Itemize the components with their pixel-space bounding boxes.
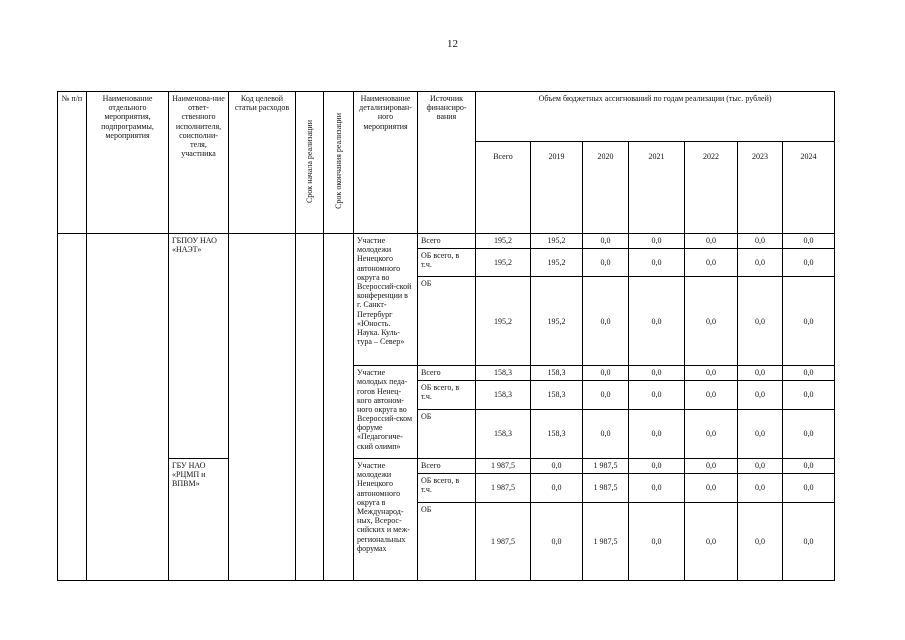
header-total: Всего <box>476 142 531 234</box>
value-cell: 158,3 <box>476 366 531 381</box>
value-cell: 0,0 <box>629 473 685 502</box>
value-cell: 0,0 <box>738 459 783 474</box>
value-cell: 0,0 <box>738 502 783 580</box>
value-cell: 158,3 <box>531 366 583 381</box>
value-cell: 1 987,5 <box>476 502 531 580</box>
source-cell: Всего <box>418 234 476 249</box>
value-cell: 195,2 <box>531 277 583 366</box>
value-cell: 1 987,5 <box>583 473 629 502</box>
header-executor: Наименова-ние ответ-ственного исполнителя, соисполни-теля, участника <box>169 92 229 234</box>
header-year: 2019 <box>531 142 583 234</box>
executor-cell: ГБУ НАО «РЦМП и ВПВМ» <box>169 459 229 581</box>
header-end-term: Срок окончания реализации <box>324 92 354 234</box>
header-activity: Наименование отдельного мероприятия, подпрограммы, мероприятия <box>87 92 169 234</box>
value-cell: 0,0 <box>629 248 685 277</box>
header-funding-source: Источник финансиро-вания <box>418 92 476 234</box>
value-cell: 0,0 <box>783 409 835 458</box>
value-cell: 195,2 <box>476 234 531 249</box>
detailed-activity-cell: Участие молодежи Ненецкого автономного округа во Всероссий-ской конференции в г. Санкт-Петербург «Юность. Наука. Куль-тура – Север» <box>354 234 418 366</box>
page-number: 12 <box>447 38 458 50</box>
source-cell: ОБ <box>418 502 476 580</box>
value-cell: 0,0 <box>685 380 738 409</box>
source-cell: ОБ всего, в т.ч. <box>418 248 476 277</box>
value-cell: 0,0 <box>783 502 835 580</box>
value-cell: 0,0 <box>629 459 685 474</box>
value-cell: 158,3 <box>531 409 583 458</box>
value-cell: 158,3 <box>476 409 531 458</box>
cell-start-term <box>296 234 324 581</box>
value-cell: 0,0 <box>685 234 738 249</box>
value-cell: 0,0 <box>685 409 738 458</box>
value-cell: 0,0 <box>685 459 738 474</box>
cell-no <box>58 234 87 581</box>
header-year: 2022 <box>685 142 738 234</box>
value-cell: 1 987,5 <box>476 473 531 502</box>
value-cell: 0,0 <box>531 459 583 474</box>
value-cell: 0,0 <box>783 277 835 366</box>
value-cell: 0,0 <box>583 248 629 277</box>
value-cell: 0,0 <box>783 380 835 409</box>
source-cell: ОБ <box>418 277 476 366</box>
value-cell: 1 987,5 <box>476 459 531 474</box>
cell-end-term <box>324 234 354 581</box>
header-start-term: Срок начала реализации <box>296 92 324 234</box>
table-row <box>58 459 835 474</box>
table-row <box>58 234 835 249</box>
value-cell: 0,0 <box>783 366 835 381</box>
value-cell: 1 987,5 <box>583 502 629 580</box>
source-cell: ОБ всего, в т.ч. <box>418 473 476 502</box>
value-cell: 1 987,5 <box>583 459 629 474</box>
value-cell: 0,0 <box>629 277 685 366</box>
value-cell: 0,0 <box>629 234 685 249</box>
value-cell: 0,0 <box>583 409 629 458</box>
header-year: 2024 <box>783 142 835 234</box>
header-year: 2020 <box>583 142 629 234</box>
value-cell: 0,0 <box>738 409 783 458</box>
value-cell: 0,0 <box>629 380 685 409</box>
source-cell: ОБ <box>418 409 476 458</box>
value-cell: 195,2 <box>476 248 531 277</box>
value-cell: 0,0 <box>738 380 783 409</box>
header-no: № п/п <box>58 92 87 234</box>
value-cell: 195,2 <box>531 248 583 277</box>
value-cell: 0,0 <box>738 277 783 366</box>
header-budget-volume: Объем бюджетных ассигнований по годам реализации (тыс. рублей) <box>476 92 835 142</box>
value-cell: 158,3 <box>531 380 583 409</box>
value-cell: 0,0 <box>583 380 629 409</box>
detailed-activity-cell: Участие молодых педа-гогов Ненец-кого автоном-ного округа во Всероссий-ском форуме «Педагогиче-ский олимп» <box>354 366 418 459</box>
value-cell: 0,0 <box>738 366 783 381</box>
value-cell: 0,0 <box>629 366 685 381</box>
value-cell: 0,0 <box>738 248 783 277</box>
cell-budget-code <box>229 234 296 581</box>
budget-table <box>57 91 835 581</box>
value-cell: 0,0 <box>685 277 738 366</box>
value-cell: 158,3 <box>476 380 531 409</box>
value-cell: 0,0 <box>583 366 629 381</box>
value-cell: 0,0 <box>783 473 835 502</box>
value-cell: 0,0 <box>531 473 583 502</box>
value-cell: 195,2 <box>531 234 583 249</box>
value-cell: 0,0 <box>685 366 738 381</box>
value-cell: 0,0 <box>583 234 629 249</box>
detailed-activity-cell: Участие молодежи Ненецкого автономного округа в Международ-ных, Всерос-сийских и меж-региональных форумах <box>354 459 418 581</box>
source-cell: Всего <box>418 459 476 474</box>
value-cell: 0,0 <box>583 277 629 366</box>
value-cell: 0,0 <box>685 248 738 277</box>
value-cell: 0,0 <box>685 502 738 580</box>
value-cell: 0,0 <box>783 459 835 474</box>
value-cell: 0,0 <box>783 234 835 249</box>
source-cell: Всего <box>418 366 476 381</box>
header-budget-code: Код целевой статьи расходов <box>229 92 296 234</box>
value-cell: 0,0 <box>531 502 583 580</box>
value-cell: 195,2 <box>476 277 531 366</box>
value-cell: 0,0 <box>738 473 783 502</box>
header-year: 2023 <box>738 142 783 234</box>
cell-activity <box>87 234 169 581</box>
executor-cell: ГБПОУ НАО «НАЭТ» <box>169 234 229 459</box>
value-cell: 0,0 <box>629 502 685 580</box>
value-cell: 0,0 <box>738 234 783 249</box>
value-cell: 0,0 <box>783 248 835 277</box>
value-cell: 0,0 <box>685 473 738 502</box>
header-detailed-activity: Наименование детализирован-ного мероприятия <box>354 92 418 234</box>
header-year: 2021 <box>629 142 685 234</box>
value-cell: 0,0 <box>629 409 685 458</box>
source-cell: ОБ всего, в т.ч. <box>418 380 476 409</box>
